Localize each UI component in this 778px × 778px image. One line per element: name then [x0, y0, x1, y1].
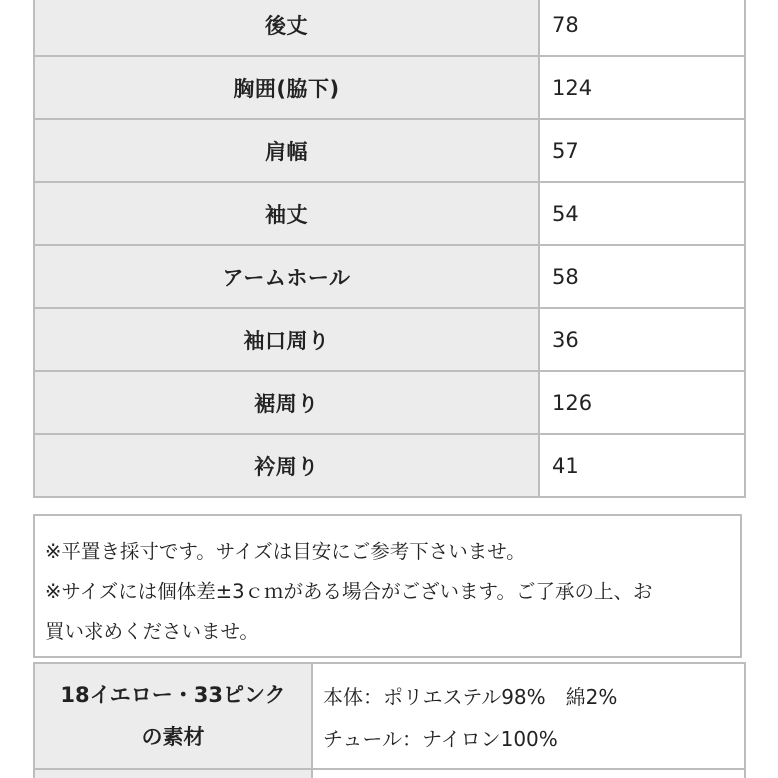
table-row — [34, 769, 745, 778]
material-label — [34, 663, 312, 769]
size-label: 衿周り — [34, 434, 539, 497]
material-value — [312, 769, 745, 778]
size-value: 124 — [539, 56, 745, 119]
table-row — [34, 245, 745, 308]
size-label: 後丈 — [34, 0, 539, 56]
size-label: 胸囲(脇下) — [34, 56, 539, 119]
table-row — [34, 0, 745, 56]
size-label: 袖口周り — [34, 308, 539, 371]
material-label-line: の素材 — [141, 725, 205, 749]
size-value: 58 — [539, 245, 745, 308]
table-row — [34, 371, 745, 434]
table-row — [34, 56, 745, 119]
material-table — [33, 662, 746, 778]
table-row — [34, 663, 745, 769]
note-line: 買い求めくださいませ。 — [45, 620, 259, 643]
size-value: 36 — [539, 308, 745, 371]
size-value: 41 — [539, 434, 745, 497]
size-value: 126 — [539, 371, 745, 434]
size-value: 78 — [539, 0, 745, 56]
size-value: 54 — [539, 182, 745, 245]
size-label: アームホール — [34, 245, 539, 308]
material-value-line: 本体：ポリエステル98% 綿2% — [323, 685, 618, 709]
size-label: 袖丈 — [34, 182, 539, 245]
table-row — [34, 434, 745, 497]
material-value — [312, 663, 745, 769]
size-label: 裾周り — [34, 371, 539, 434]
table-row — [34, 119, 745, 182]
size-notes — [33, 514, 742, 658]
material-label — [34, 769, 312, 778]
size-label: 肩幅 — [34, 119, 539, 182]
material-value-line: チュール：ナイロン100% — [323, 727, 558, 751]
size-value: 57 — [539, 119, 745, 182]
table-row — [34, 308, 745, 371]
size-table — [33, 0, 746, 498]
note-line: ※サイズには個体差±3ｃｍがある場合がございます。ご了承の上、お — [45, 580, 653, 603]
table-row — [34, 182, 745, 245]
material-label-line: 18イエロー・33ピンク — [60, 683, 286, 707]
note-line: ※平置き採寸です。サイズは目安にご参考下さいませ。 — [45, 540, 526, 563]
